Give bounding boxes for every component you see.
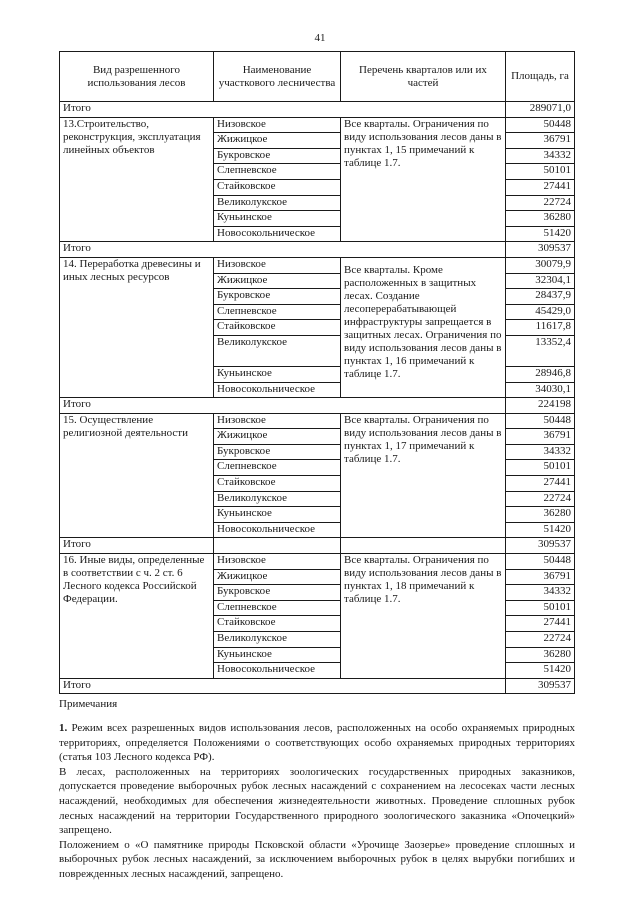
area-cell: 13352,4: [506, 335, 575, 366]
forestry-cell: Жижицкое: [214, 133, 341, 149]
notes-body: [59, 721, 575, 882]
area-cell: 32304,1: [506, 273, 575, 289]
section-total-row: [60, 538, 575, 554]
forestry-cell: Куньинское: [214, 211, 341, 227]
area-cell: 28437,9: [506, 289, 575, 305]
table-row: [60, 554, 575, 570]
forestry-cell: Букровское: [214, 444, 341, 460]
note-paragraph: [59, 838, 575, 882]
area-cell: 22724: [506, 195, 575, 211]
area-cell: 50101: [506, 460, 575, 476]
area-cell: 34332: [506, 444, 575, 460]
forestry-cell: Великолукское: [214, 195, 341, 211]
forestry-cell: Стайковское: [214, 179, 341, 195]
forestry-cell: Жижицкое: [214, 273, 341, 289]
forestry-cell: Куньинское: [214, 647, 341, 663]
area-cell: 36280: [506, 211, 575, 227]
forest-use-table: [59, 51, 575, 694]
table-row: [60, 413, 575, 429]
total-value: 224198: [506, 398, 575, 414]
forestry-cell: Низовское: [214, 257, 341, 273]
forestry-cell: Куньинское: [214, 507, 341, 523]
forestry-cell: Жижицкое: [214, 569, 341, 585]
forestry-cell: Стайковское: [214, 616, 341, 632]
forestry-cell: Новосокольническое: [214, 382, 341, 398]
note-text: Режим всех разрешенных видов использования лесов, расположенных на особо охраняемых природных территориях, определяется Положениями о соответствующих особо охраняемых природных территориях (статья 103 Лесного кодекса РФ).: [59, 722, 575, 764]
area-cell: 50448: [506, 413, 575, 429]
area-cell: 22724: [506, 491, 575, 507]
area-cell: 51420: [506, 522, 575, 538]
forestry-cell: Низовское: [214, 554, 341, 570]
total-value: 309537: [506, 678, 575, 694]
area-cell: 36280: [506, 647, 575, 663]
area-cell: 45429,0: [506, 304, 575, 320]
total-label: Итого: [60, 102, 506, 118]
forestry-cell: Стайковское: [214, 320, 341, 336]
note-text: Положением о «О памятнике природы Псковской области «Урочище Заозерье» проведение сплошных и выборочных рубок лесных насаждений, за исключением выборочных рубок в целях вырубки погибших и поврежденных лесных насаждений, запрещено.: [59, 838, 575, 880]
quarters-description-cell: Все кварталы. Кроме расположенных в защитных лесах. Создание лесоперерабатывающей инфраструктуры запрещается в защитных лесах. Ограничения по виду использования лесов даны в пунктах 1, 16 примечаний к таблице 1.7.: [341, 257, 506, 397]
total-empty-cell: [341, 538, 506, 554]
forestry-cell: Букровское: [214, 585, 341, 601]
quarters-description-cell: Все кварталы. Ограничения по виду использования лесов даны в пунктах 1, 15 примечаний к таблице 1.7.: [341, 117, 506, 242]
header-quarters: Перечень кварталов или их частей: [341, 52, 506, 102]
forestry-cell: Великолукское: [214, 632, 341, 648]
header-forestry: Наименование участкового лесничества: [214, 52, 341, 102]
area-cell: 50101: [506, 600, 575, 616]
area-cell: 34332: [506, 148, 575, 164]
area-cell: 34332: [506, 585, 575, 601]
area-cell: 27441: [506, 476, 575, 492]
use-type-cell: 14. Переработка древесины и иных лесных ресурсов: [60, 257, 214, 397]
area-cell: 36791: [506, 429, 575, 445]
notes-title: Примечания: [59, 698, 118, 710]
area-cell: 36791: [506, 569, 575, 585]
top-total-row: [60, 102, 575, 118]
forestry-cell: Жижицкое: [214, 429, 341, 445]
use-type-cell: 15. Осуществление религиозной деятельности: [60, 413, 214, 538]
area-cell: 36280: [506, 507, 575, 523]
area-cell: 36791: [506, 133, 575, 149]
area-cell: 22724: [506, 632, 575, 648]
total-value: 309537: [506, 538, 575, 554]
forestry-cell: Куньинское: [214, 366, 341, 382]
use-type-cell: 13.Строительство, реконструкция, эксплуатация линейных объектов: [60, 117, 214, 242]
area-cell: 51420: [506, 226, 575, 242]
forestry-cell: Новосокольническое: [214, 663, 341, 679]
forestry-cell: Слепневское: [214, 164, 341, 180]
quarters-description-cell: Все кварталы. Ограничения по виду использования лесов даны в пунктах 1, 18 примечаний к таблице 1.7.: [341, 554, 506, 679]
section-total-row: [60, 678, 575, 694]
note-number: 1.: [59, 722, 68, 734]
area-cell: 50448: [506, 117, 575, 133]
area-cell: 50448: [506, 554, 575, 570]
forestry-cell: Стайковское: [214, 476, 341, 492]
forestry-cell: Букровское: [214, 289, 341, 305]
use-type-cell: 16. Иные виды, определенные в соответствии с ч. 2 ст. 6 Лесного кодекса Российской Федерации.: [60, 554, 214, 679]
forestry-cell: Слепневское: [214, 460, 341, 476]
note-text: В лесах, расположенных на территориях зоологических государственных природных заказников, допускается проведение выборочных рубок лесных насаждений с сохранением на лесосеках части лесных насаждений, необходимых для обеспечения жизнедеятельности животных. Проведение сплошных рубок лесных насаждений на территории Государственного природного зоологического заказника «Опочецкий» запрещено.: [59, 765, 575, 837]
header-use-type: Вид разрешенного использования лесов: [60, 52, 214, 102]
total-value: 309537: [506, 242, 575, 258]
area-cell: 30079,9: [506, 257, 575, 273]
table-row: [60, 117, 575, 133]
note-paragraph: [59, 721, 575, 765]
total-label: Итого: [60, 398, 506, 414]
area-cell: 51420: [506, 663, 575, 679]
area-cell: 50101: [506, 164, 575, 180]
forestry-cell: Слепневское: [214, 304, 341, 320]
table-header-row: [60, 52, 575, 102]
forestry-cell: Букровское: [214, 148, 341, 164]
header-area: Площадь, га: [506, 52, 575, 102]
page-number: 41: [314, 32, 326, 44]
forestry-cell: Низовское: [214, 117, 341, 133]
section-total-row: [60, 242, 575, 258]
note-paragraph: [59, 765, 575, 838]
total-empty-cell: [214, 538, 341, 554]
total-label: Итого: [60, 538, 214, 554]
total-value: 289071,0: [506, 102, 575, 118]
area-cell: 27441: [506, 616, 575, 632]
forestry-cell: Новосокольническое: [214, 522, 341, 538]
area-cell: 27441: [506, 179, 575, 195]
forestry-cell: Новосокольническое: [214, 226, 341, 242]
forestry-cell: Великолукское: [214, 491, 341, 507]
table-row: [60, 257, 575, 273]
forestry-cell: Низовское: [214, 413, 341, 429]
forestry-cell: Великолукское: [214, 335, 341, 366]
area-cell: 11617,8: [506, 320, 575, 336]
forestry-cell: Слепневское: [214, 600, 341, 616]
quarters-description-cell: Все кварталы. Ограничения по виду использования лесов даны в пунктах 1, 17 примечаний к таблице 1.7.: [341, 413, 506, 538]
area-cell: 34030,1: [506, 382, 575, 398]
section-total-row: [60, 398, 575, 414]
area-cell: 28946,8: [506, 366, 575, 382]
total-label: Итого: [60, 678, 506, 694]
total-label: Итого: [60, 242, 506, 258]
